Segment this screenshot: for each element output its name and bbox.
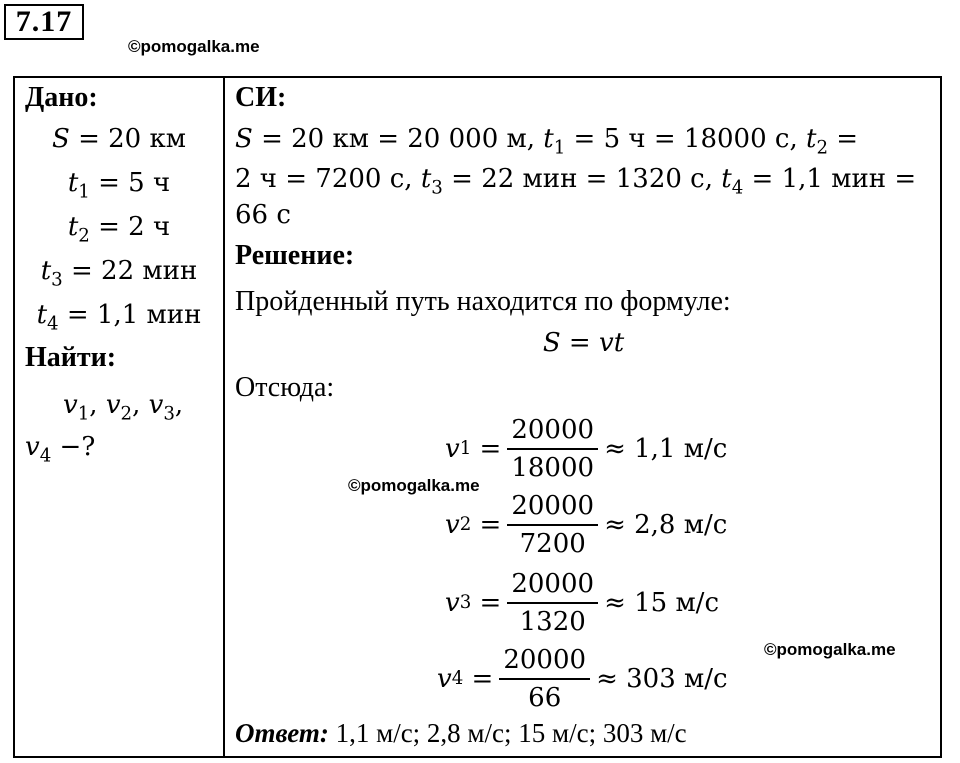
answer-line [235,718,687,749]
si-line: 66 с [235,200,291,230]
answer-text: 1,1 м/с; 2,8 м/с; 15 м/с; 303 м/с [328,718,687,748]
given-line: $t_1 = 5$ ч [67,168,171,203]
given-line: $t_2 = 2$ ч [67,212,171,247]
si-line: 2 ч = 7200 с, $t_3 = 22$ мин = 1320 с, $t_4 = 1,1$ мин = [235,164,917,199]
watermark-bottom: ©pomogalka.me [764,640,896,659]
solution-heading: Решение: [235,240,355,271]
column-divider [223,78,225,756]
given-line: $t_3 = 22$ мин [40,256,198,291]
find-heading: Найти: [25,342,117,373]
find-line: $v_4$ −? [25,432,96,467]
velocity-row: v 4 = $\frac{20000}{66}$ ≈ 303 м/с [437,642,728,716]
watermark-middle: ©pomogalka.me [348,476,480,495]
velocity-row: v 2 = $\frac{20000}{7200}$ ≈ 2,8 м/с [445,488,727,562]
solution-text: Отсюда: [235,372,335,403]
watermark-top: ©pomogalka.me [128,37,260,56]
velocity-row: v 3 = $\frac{20000}{1320}$ ≈ 15 м/с [445,566,719,640]
given-line: S = 20 км [52,124,186,154]
answer-label: Ответ: [235,718,329,748]
velocity-row: v 1 = $\frac{20000}{18000}$ ≈ 1,1 м/с [445,412,727,486]
find-line: $v_1$, $v_2$, $v_3$, [63,390,184,425]
main-formula: S = vt [542,328,625,358]
si-line: S = 20 км = 20 000 м, $t_1 = 5$ ч = 18000 с, $t_2$ = [235,124,859,159]
problem-number: 7.17 [4,4,84,40]
given-heading: Дано: [25,82,98,113]
si-heading: СИ: [235,82,287,113]
solution-text: Пройденный путь находится по формуле: [235,286,731,317]
given-line: $t_4 = 1,1$ мин [36,300,202,335]
